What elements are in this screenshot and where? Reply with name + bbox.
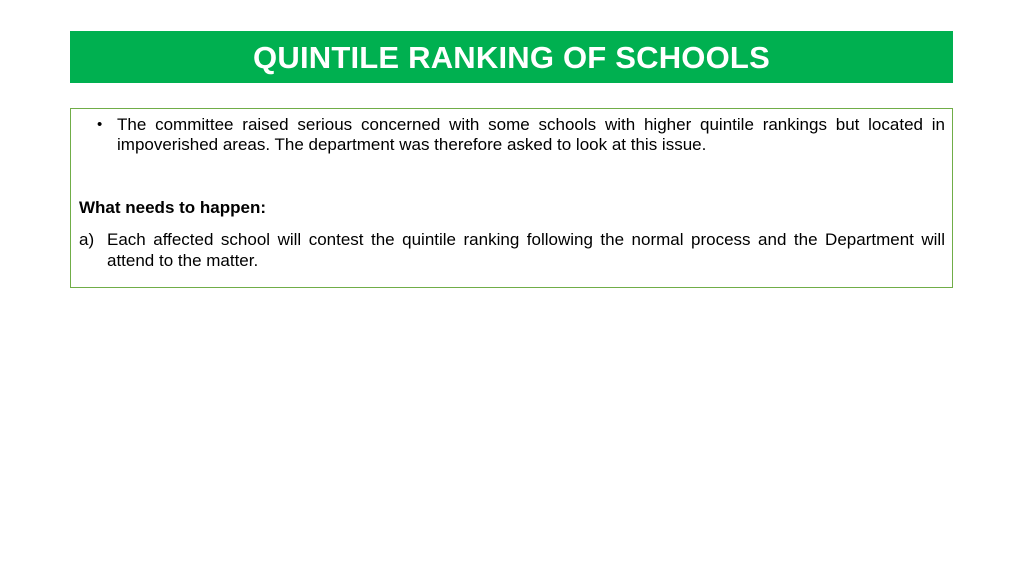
section-heading: What needs to happen: [79, 198, 266, 217]
bullet-text: The committee raised serious concerned with some schools with higher quintile rankings but located in impoverished areas. The department was therefore asked to look at this issue. [117, 115, 945, 154]
bullet-dot-icon: • [97, 116, 103, 133]
content-box [70, 108, 953, 288]
bullet-item [97, 115, 945, 155]
list-item-text: Each affected school will contest the quintile ranking following the normal process and the Department will attend to the matter. [107, 230, 945, 270]
title-banner [70, 31, 953, 83]
slide-title: QUINTILE RANKING OF SCHOOLS [253, 39, 770, 75]
list-item [79, 229, 945, 271]
list-marker: a) [79, 230, 95, 249]
